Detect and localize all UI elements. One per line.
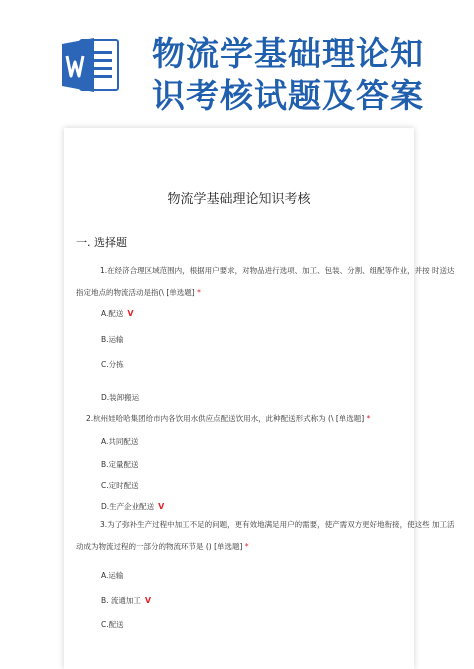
question-1-line-1: 1.在经济合理区域范围内，根据用户要求，对物品进行选项、加工、包装、分割、组配等作业，并按 时送达 (100, 266, 455, 275)
promo-header (0, 0, 474, 128)
section-heading: 一. 选择题 (76, 236, 127, 249)
check-mark-icon: V (144, 596, 152, 605)
required-mark: * (197, 288, 201, 297)
question-3-option-a[interactable]: A.运输 (101, 571, 124, 580)
question-1-line-2: 指定地点的物流活动是指(\ [单选题] * (76, 288, 201, 297)
question-1-text (76, 260, 455, 304)
document-page (64, 128, 455, 669)
question-1-option-a[interactable]: A.配送 V (101, 309, 134, 318)
question-3-option-c[interactable]: C.配送 (101, 620, 124, 629)
question-1-option-c[interactable]: C.分拣 (101, 360, 124, 369)
question-3-line-2: 动成为物流过程的一部分的物流环节是 () [单选题] * (76, 542, 249, 551)
question-1-option-b[interactable]: B.运输 (101, 335, 124, 344)
banner-title-line-2: 识考核试题及答案 (152, 76, 424, 115)
question-2-line-1: 2.杭州娃哈哈集团给市内各饮用水供应点配送饮用水，此种配送形式称为 (\ [单选题] * (86, 414, 371, 423)
question-1-option-d[interactable]: D.装卸搬运 (101, 393, 140, 402)
question-2-option-a[interactable]: A.共同配送 (101, 437, 139, 446)
required-mark: * (244, 542, 249, 551)
question-2-option-d[interactable]: D.生产企业配送 V (101, 502, 165, 511)
check-mark-icon: V (158, 502, 165, 511)
question-3-option-b[interactable]: B. 流通加工 V (101, 596, 152, 605)
question-3-text (76, 514, 455, 558)
question-2-text (86, 408, 398, 430)
question-2-option-b[interactable]: B.定量配送 (101, 460, 139, 469)
required-mark: * (366, 414, 371, 423)
word-document-icon (60, 34, 122, 96)
question-2-option-c[interactable]: C.定时配送 (101, 481, 139, 490)
document-title: 物流学基础理论知识考核 (167, 192, 311, 207)
check-mark-icon: V (127, 309, 134, 318)
banner-title-line-1: 物流学基础理论知 (152, 34, 424, 73)
question-3-line-1: 3.为了弥补生产过程中加工不足的问题，更有效地满足用户的需要，使产需双方更好地衔接，使这些 加工活 (100, 520, 455, 529)
